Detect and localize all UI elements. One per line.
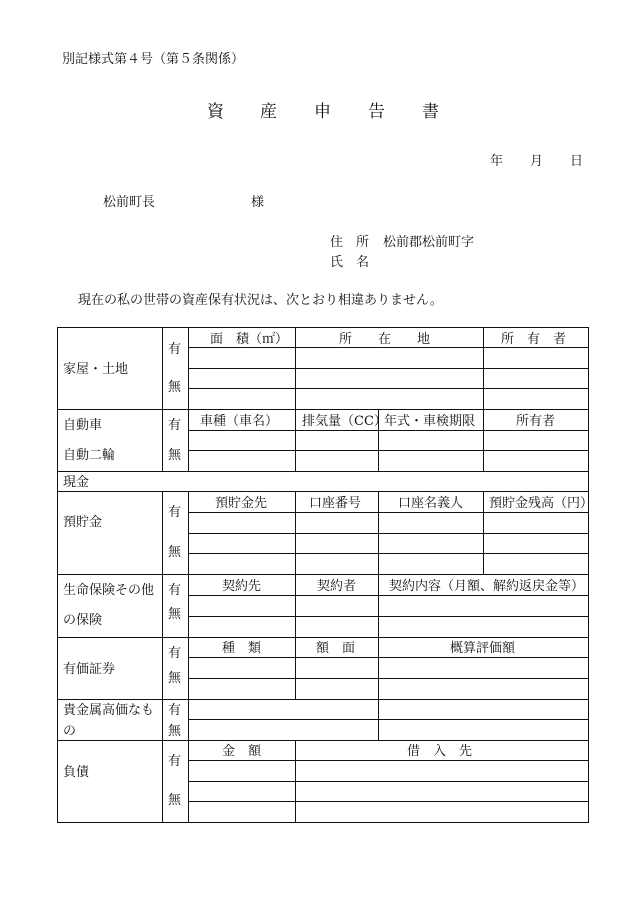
savings-col-bank: 預貯金先 [215, 496, 268, 511]
savings-no: 無 [168, 545, 182, 560]
securities-yes: 有 [168, 646, 182, 661]
insurance-col-details: 契約内容（月額、解約返戻金等） [389, 579, 585, 594]
savings-label: 預貯金 [63, 515, 103, 530]
car-col-year: 年式・車検期限 [384, 414, 476, 429]
house-col-owner: 所 有 者 [501, 332, 567, 347]
name-label-2: 名 [356, 255, 370, 270]
insurance-label-2: の保険 [63, 613, 103, 628]
addressee: 松前町長 [103, 195, 156, 210]
address-label-1: 住 [330, 235, 344, 250]
honorific: 様 [251, 195, 265, 210]
securities-col-face: 額 面 [316, 641, 356, 656]
title-char: 資 [207, 102, 224, 122]
car-label-2: 自動二輪 [63, 448, 116, 463]
form-reference: 別記様式第４号（第５条関係） [62, 52, 245, 67]
car-no: 無 [168, 448, 182, 463]
securities-col-type: 種 類 [222, 641, 262, 656]
savings-col-account-no: 口座番号 [309, 496, 362, 511]
debt-no: 無 [168, 793, 182, 808]
savings-col-holder: 口座名義人 [398, 496, 464, 511]
title-char: 申 [314, 102, 331, 122]
insurance-col-provider: 契約先 [222, 579, 262, 594]
debt-col-amount: 金 額 [222, 744, 262, 759]
insurance-label-1: 生命保険その他 [63, 583, 155, 598]
address-label-2: 所 [356, 235, 370, 250]
house-yes: 有 [168, 342, 182, 357]
insurance-col-holder: 契約者 [317, 579, 357, 594]
title-char: 産 [260, 102, 277, 122]
date-day-label: 日 [570, 154, 584, 169]
insurance-yes: 有 [168, 583, 182, 598]
house-col-area: 面 積（㎡） [210, 332, 289, 347]
date-year-label: 年 [490, 154, 504, 169]
savings-col-balance: 預貯金残高（円） [489, 496, 594, 511]
cash-label: 現金 [63, 475, 90, 490]
title-char: 告 [368, 102, 385, 122]
precious-no: 無 [168, 724, 182, 739]
insurance-no: 無 [168, 607, 182, 622]
precious-yes: 有 [168, 703, 182, 718]
house-land-label: 家屋・土地 [63, 362, 129, 377]
house-col-location: 所 在 地 [339, 332, 431, 347]
house-no: 無 [168, 380, 182, 395]
securities-col-value: 概算評価額 [450, 641, 516, 656]
securities-no: 無 [168, 671, 182, 686]
securities-label: 有価証券 [63, 662, 116, 677]
savings-yes: 有 [168, 505, 182, 520]
date-month-label: 月 [530, 154, 544, 169]
car-col-model: 車種（車名） [200, 414, 279, 429]
precious-label-1: 貴金属高価なも [63, 703, 155, 718]
debt-label: 負債 [63, 765, 90, 780]
title-char: 書 [422, 102, 439, 122]
precious-label-2: の [63, 724, 77, 739]
car-yes: 有 [168, 418, 182, 433]
car-label-1: 自動車 [63, 418, 103, 433]
name-label-1: 氏 [330, 255, 344, 270]
address-value: 松前郡松前町字 [383, 235, 475, 250]
debt-yes: 有 [168, 754, 182, 769]
debt-col-lender: 借 入 先 [407, 744, 473, 759]
declaration-statement: 現在の私の世帯の資産保有状況は、次とおり相違ありません。 [78, 293, 443, 308]
car-col-cc: 排気量（CC） [302, 414, 387, 429]
car-col-owner: 所有者 [516, 414, 556, 429]
